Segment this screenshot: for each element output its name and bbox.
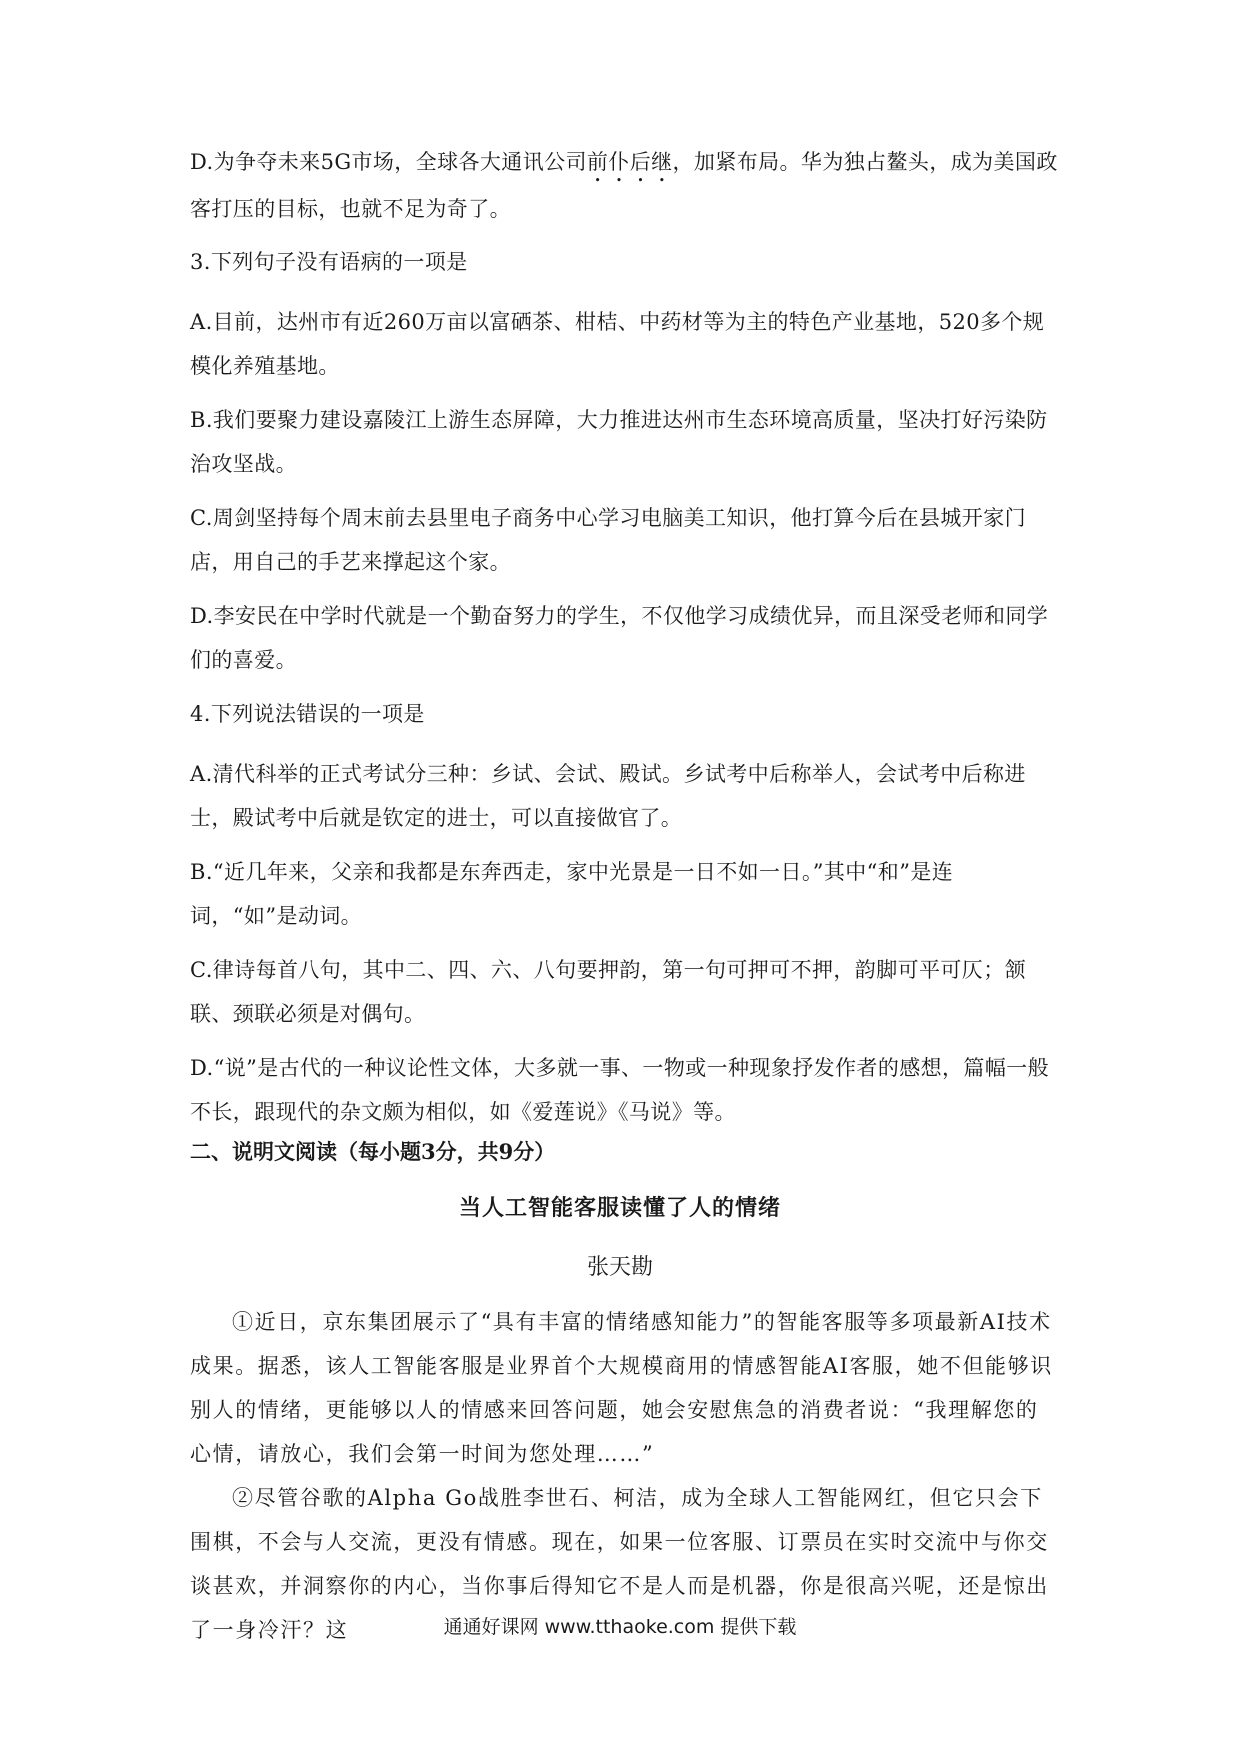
question-3-option-c: C.周剑坚持每个周末前去县里电子商务中心学习电脑美工知识，他打算今后在县城开家门店，用自己的手艺来撑起这个家。 bbox=[190, 506, 1026, 574]
question-4-option-b: B.“近几年来，父亲和我都是东奔西走，家中光景是一日不如一日。”其中“和”是连词，“如”是动词。 bbox=[190, 860, 954, 928]
question-4-option-c: C.律诗每首八句，其中二、四、六、八句要押韵，第一句可押可不押，韵脚可平可仄；颔联、颈联必须是对偶句。 bbox=[190, 958, 1026, 1026]
article-author: 张天勘 bbox=[586, 1255, 653, 1280]
option-text: ，加紧布局。华为独占鳌头，成为美国政客打压的目标，也就不足为奇了。 bbox=[190, 150, 1058, 221]
page-footer: 通通好课网 www.tthaoke.com 提供下载 bbox=[443, 1616, 797, 1638]
question-3-stem: 3.下列句子没有语病的一项是 bbox=[190, 250, 468, 274]
article-paragraph-2: ②尽管谷歌的Alpha Go战胜李世石、柯洁，成为全球人工智能网红，但它只会下围棋，不会与人交流，更没有情感。现在，如果一位客服、订票员在实时交流中与你交谈甚欢，并洞察你的内心，当你事后得知它不是人而是机器，你是很高兴呢，还是惊出了一身冷汗？这 bbox=[190, 1486, 1049, 1642]
question-3-option-a: A.目前，达州市有近260万亩以富硒茶、柑桔、中药材等为主的特色产业基地，520多个规模化养殖基地。 bbox=[190, 310, 1045, 378]
question-4-option-a: A.清代科举的正式考试分三种：乡试、会试、殿试。乡试考中后称举人，会试考中后称进士，殿试考中后就是钦定的进士，可以直接做官了。 bbox=[190, 762, 1026, 830]
question-4-option-d: D.“说”是古代的一种议论性文体，大多就一事、一物或一种现象抒发作者的感想，篇幅一般不长，跟现代的杂文颇为相似，如《爱莲说》《马说》等。 bbox=[190, 1056, 1050, 1124]
question-3-option-b: B.我们要聚力建设嘉陵江上游生态屏障，大力推进达州市生态环境高质量，坚决打好污染防治攻坚战。 bbox=[190, 408, 1048, 476]
emphasized-idiom: 前仆后继 bbox=[586, 150, 673, 174]
article-title: 当人工智能客服读懂了人的情绪 bbox=[458, 1195, 781, 1221]
question-4-stem: 4.下列说法错误的一项是 bbox=[190, 702, 425, 726]
article-paragraph-1: ①近日，京东集团展示了“具有丰富的情绪感知能力”的智能客服等多项最新AI技术成果。据悉，该人工智能客服是业界首个大规模商用的情感智能AI客服，她不但能够识别人的情绪，更能够以人的情感来回答问题，她会安慰焦急的消费者说：“我理解您的心情，请放心，我们会第一时间为您处理……” bbox=[190, 1310, 1053, 1466]
question-3-option-d: D.李安民在中学时代就是一个勤奋努力的学生，不仅他学习成绩优异，而且深受老师和同学们的喜爱。 bbox=[190, 604, 1049, 672]
section-heading: 二、说明文阅读（每小题3分，共9分） bbox=[190, 1139, 556, 1164]
question-2-option-d bbox=[190, 140, 1060, 231]
option-text: D.为争夺未来5G市场，全球各大通讯公司 bbox=[190, 150, 587, 174]
